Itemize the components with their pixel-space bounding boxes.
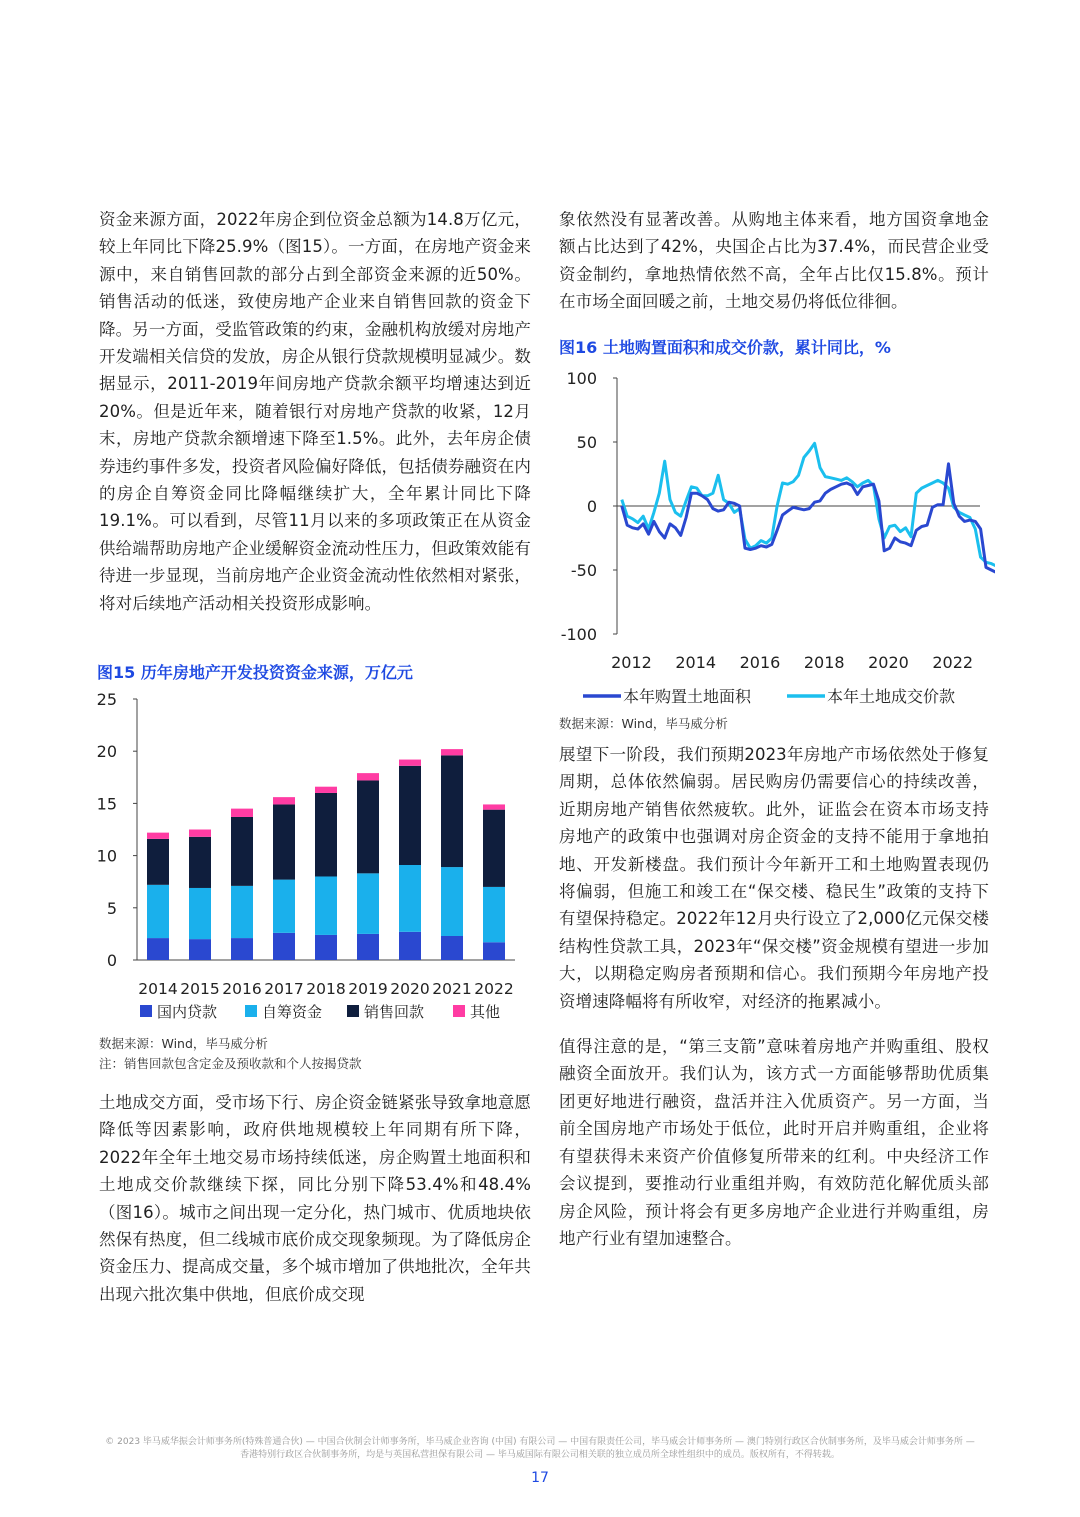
chart-16-legend [583, 687, 955, 706]
chart-15-y-tick-label: 10 [96, 846, 117, 866]
chart-15-bar-segment [315, 935, 337, 960]
chart-15-bar-segment [273, 797, 295, 804]
chart-15-bar-segment [399, 766, 421, 865]
right-paragraph-2: 展望下一阶段，我们预期2023年房地产市场依然处于修复周期，总体依然偏弱。居民购房仍需要信心的持续改善，近期房地产销售依然疲软。此外，证监会在资本市场支持房地产的政策中也强调对房企资金的支持不能用于拿地拍地、开发新楼盘。我们预计今年新开工和土地购置表现仍将偏弱，但施工和竣工在“保交楼、稳民生”政策的支持下有望保持稳定。2022年12月央行设立了2,000亿元保交楼结构性贷款工具，2023年“保交楼”资金规模有望进一步加大，以期稳定购房者预期和信心。我们预期今年房地产投资增速降幅将有所收窄，对经济的拖累减小。 [559, 745, 989, 1011]
chart-15-bar-segment [483, 804, 505, 809]
chart-15-x-tick-label: 2019 [348, 980, 388, 998]
chart-16-legend-label: 本年土地成交价款 [827, 687, 956, 706]
right-paragraph-1: 象依然没有显著改善。从购地主体来看，地方国资拿地金额占比达到了42%，央国企占比为37.4%，而民营企业受资金制约，拿地热情依然不高，全年占比仅15.8%。预计在市场全面回暖之前，土地交易仍将低位徘徊。 [559, 210, 989, 312]
chart-15-bar-segment [399, 760, 421, 766]
chart-15-bar-segment [483, 887, 505, 942]
chart-15-bar-segment [147, 833, 169, 839]
chart-15-bar-segment [399, 932, 421, 960]
chart-16-x-tick-label: 2014 [675, 653, 717, 672]
chart-15-bar-segment [315, 876, 337, 934]
chart-15-bars [147, 749, 505, 960]
chart-15-legend [140, 1003, 500, 1021]
chart-15-legend-swatch [245, 1005, 257, 1017]
chart-15-y-tick-label: 20 [96, 742, 117, 762]
right-column [559, 206, 989, 316]
chart-15-bar-segment [147, 885, 169, 938]
right-column-lower [559, 741, 989, 1252]
left-paragraph-2: 土地成交方面，受市场下行、房企资金链紧张导致拿地意愿降低等因素影响，政府供地规模较上年同期有所下降，2022年全年土地交易市场持续低迷，房企购置土地面积和土地成交价款继续下探，同比分别下降53.4%和48.4%（图16）。城市之间出现一定分化，热门城市、优质地块依然保有热度，但二线城市底价成交现象频现。为了降低房企资金压力、提高成交量，多个城市增加了供地批次，全年共出现六批次集中供地，但底价成交现 [99, 1093, 531, 1304]
chart-16-y-tick-label: 100 [566, 369, 597, 388]
chart-15-y-ticks [97, 690, 137, 970]
chart-16-y-tick-label: -100 [560, 625, 597, 644]
chart-15-y-tick-label: 5 [106, 898, 117, 918]
chart-16-y-tick-label: -50 [570, 561, 597, 580]
chart-15-legend-label: 自筹资金 [262, 1003, 323, 1021]
chart-15-bar-segment [273, 804, 295, 879]
chart-15-x-tick-label: 2021 [432, 980, 472, 998]
chart-15-legend-label: 其他 [470, 1003, 501, 1021]
chart-15-bar-segment [357, 780, 379, 873]
chart-15-y-tick-label: 25 [96, 690, 117, 709]
chart-15-bar-segment [315, 793, 337, 877]
chart-15-bar-segment [273, 933, 295, 960]
footer-copyright: © 2023 毕马威华振会计师事务所(特殊普通合伙) — 中国合伙制会计师事务所，毕马威企业咨询 (中国) 有限公司 — 中国有限责任公司，毕马威会计师事务所 — 澳门特别行政区合伙制事务所，及毕马威会计师事务所 — 香港特别行政区合伙制事务所，均是与英国私营担保有限公司 — 毕马威国际有限公司相关联的独立成员所全球性组织中的成员。版权所有，不得转载。 [105, 1437, 975, 1460]
chart-15-bar-segment [441, 755, 463, 867]
chart-15-bar-segment [231, 817, 253, 886]
chart-15-x-tick-label: 2014 [138, 980, 178, 998]
chart-15-bar-segment [441, 749, 463, 755]
chart-15 [95, 685, 535, 1030]
left-column [99, 206, 531, 617]
chart-16-x-ticks [611, 653, 973, 672]
chart-16-x-tick-label: 2018 [803, 653, 845, 672]
chart-15-x-tick-label: 2018 [306, 980, 346, 998]
figure-15-source: 数据来源：Wind，毕马威分析 [99, 1036, 268, 1051]
chart-15-bar-segment [441, 867, 463, 936]
figure-15-notes [99, 1034, 531, 1074]
chart-15-bar-segment [189, 837, 211, 888]
chart-15-bar-segment [189, 888, 211, 939]
chart-15-bar-segment [147, 839, 169, 885]
chart-15-bar-segment [357, 873, 379, 934]
left-paragraph-1: 资金来源方面，2022年房企到位资金总额为14.8万亿元，较上年同比下降25.9%（图15）。一方面，在房地产资金来源中，来自销售回款的部分占到全部资金来源的近50%。销售活动的低迷，致使房地产企业来自销售回款的资金下降。另一方面，受监管政策的约束，金融机构放缓对房地产开发端相关信贷的发放，房企从银行贷款规模明显减少。数据显示，2011-2019年间房地产贷款余额平均增速达到近20%。但是近年来，随着银行对房地产贷款的收紧，12月末，房地产贷款余额增速下降至1.5%。此外，去年房企债券违约事件多发，投资者风险偏好降低，包括债券融资在内的房企自筹资金同比降幅继续扩大，全年累计同比下降19.1%。可以看到，尽管11月以来的多项政策正在从资金供给端帮助房地产企业缓解资金流动性压力，但政策效能有待进一步显现，当前房地产企业资金流动性依然相对紧张，将对后续地产活动相关投资形成影响。 [99, 210, 531, 613]
chart-15-y-tick-label: 15 [96, 794, 117, 814]
chart-16-x-tick-label: 2022 [932, 653, 974, 672]
chart-16-y-ticks [561, 369, 617, 644]
chart-16-x-tick-label: 2020 [868, 653, 909, 672]
chart-15-y-tick-label: 0 [106, 951, 117, 970]
figure-16-notes [559, 714, 989, 734]
right-paragraph-3: 值得注意的是，“第三支箭”意味着房地产并购重组、股权融资全面放开。我们认为，该方式一方面能够帮助优质集团更好地进行融资，盘活并注入优质资产。另一方面，当前全国房地产市场处于低位，此时开启并购重组，企业将有望获得未来资产价值修复所带来的红利。中央经济工作会议提到，要推动行业重组并购，有效防范化解优质头部房企风险，预计将会有更多房地产企业进行并购重组，房地产行业有望加速整合。 [559, 1037, 989, 1248]
chart-15-bar-segment [357, 934, 379, 960]
left-column-lower [99, 1089, 531, 1308]
chart-15-x-tick-label: 2022 [474, 980, 514, 998]
chart-15-legend-swatch [453, 1005, 465, 1017]
chart-15-x-tick-label: 2020 [390, 980, 430, 998]
chart-15-legend-swatch [347, 1005, 359, 1017]
figure-15-title: 图15 历年房地产开发投资资金来源，万亿元 [97, 663, 413, 682]
chart-15-bar-segment [483, 810, 505, 887]
chart-15-bar-segment [231, 886, 253, 938]
figure-16 [559, 335, 989, 358]
page-number: 17 [531, 1470, 549, 1486]
chart-15-bar-segment [273, 880, 295, 933]
chart-15-bar-segment [231, 938, 253, 960]
figure-16-title: 图16 土地购置面积和成交价款，累计同比，% [559, 338, 891, 357]
chart-15-bar-segment [231, 809, 253, 817]
chart-15-legend-label: 国内贷款 [157, 1003, 218, 1021]
chart-16-x-tick-label: 2012 [611, 653, 652, 672]
chart-15-bar-segment [189, 830, 211, 837]
figure-15-note: 注：销售回款包含定金及预收款和个人按揭贷款 [99, 1056, 362, 1071]
chart-15-legend-swatch [140, 1005, 152, 1017]
chart-15-bar-segment [147, 938, 169, 960]
chart-15-bar-segment [357, 773, 379, 780]
chart-15-x-tick-label: 2015 [180, 980, 220, 998]
chart-15-legend-label: 销售回款 [364, 1003, 425, 1021]
chart-15-bar-segment [189, 939, 211, 960]
chart-16-y-tick-label: 0 [586, 497, 597, 516]
chart-16-lines [622, 443, 995, 575]
chart-15-bar-segment [441, 936, 463, 960]
chart-16-y-tick-label: 50 [576, 433, 597, 452]
chart-15-bar-segment [399, 865, 421, 932]
chart-16-x-tick-label: 2016 [739, 653, 781, 672]
chart-15-x-ticks [138, 980, 513, 998]
figure-16-source: 数据来源：Wind，毕马威分析 [559, 716, 728, 731]
figure-15 [97, 660, 537, 683]
chart-15-bar-segment [315, 787, 337, 793]
chart-15-x-tick-label: 2016 [222, 980, 262, 998]
chart-16-legend-label: 本年购置土地面积 [623, 687, 752, 706]
chart-15-bar-segment [483, 942, 505, 960]
chart-16 [555, 362, 995, 712]
chart-15-x-tick-label: 2017 [264, 980, 304, 998]
